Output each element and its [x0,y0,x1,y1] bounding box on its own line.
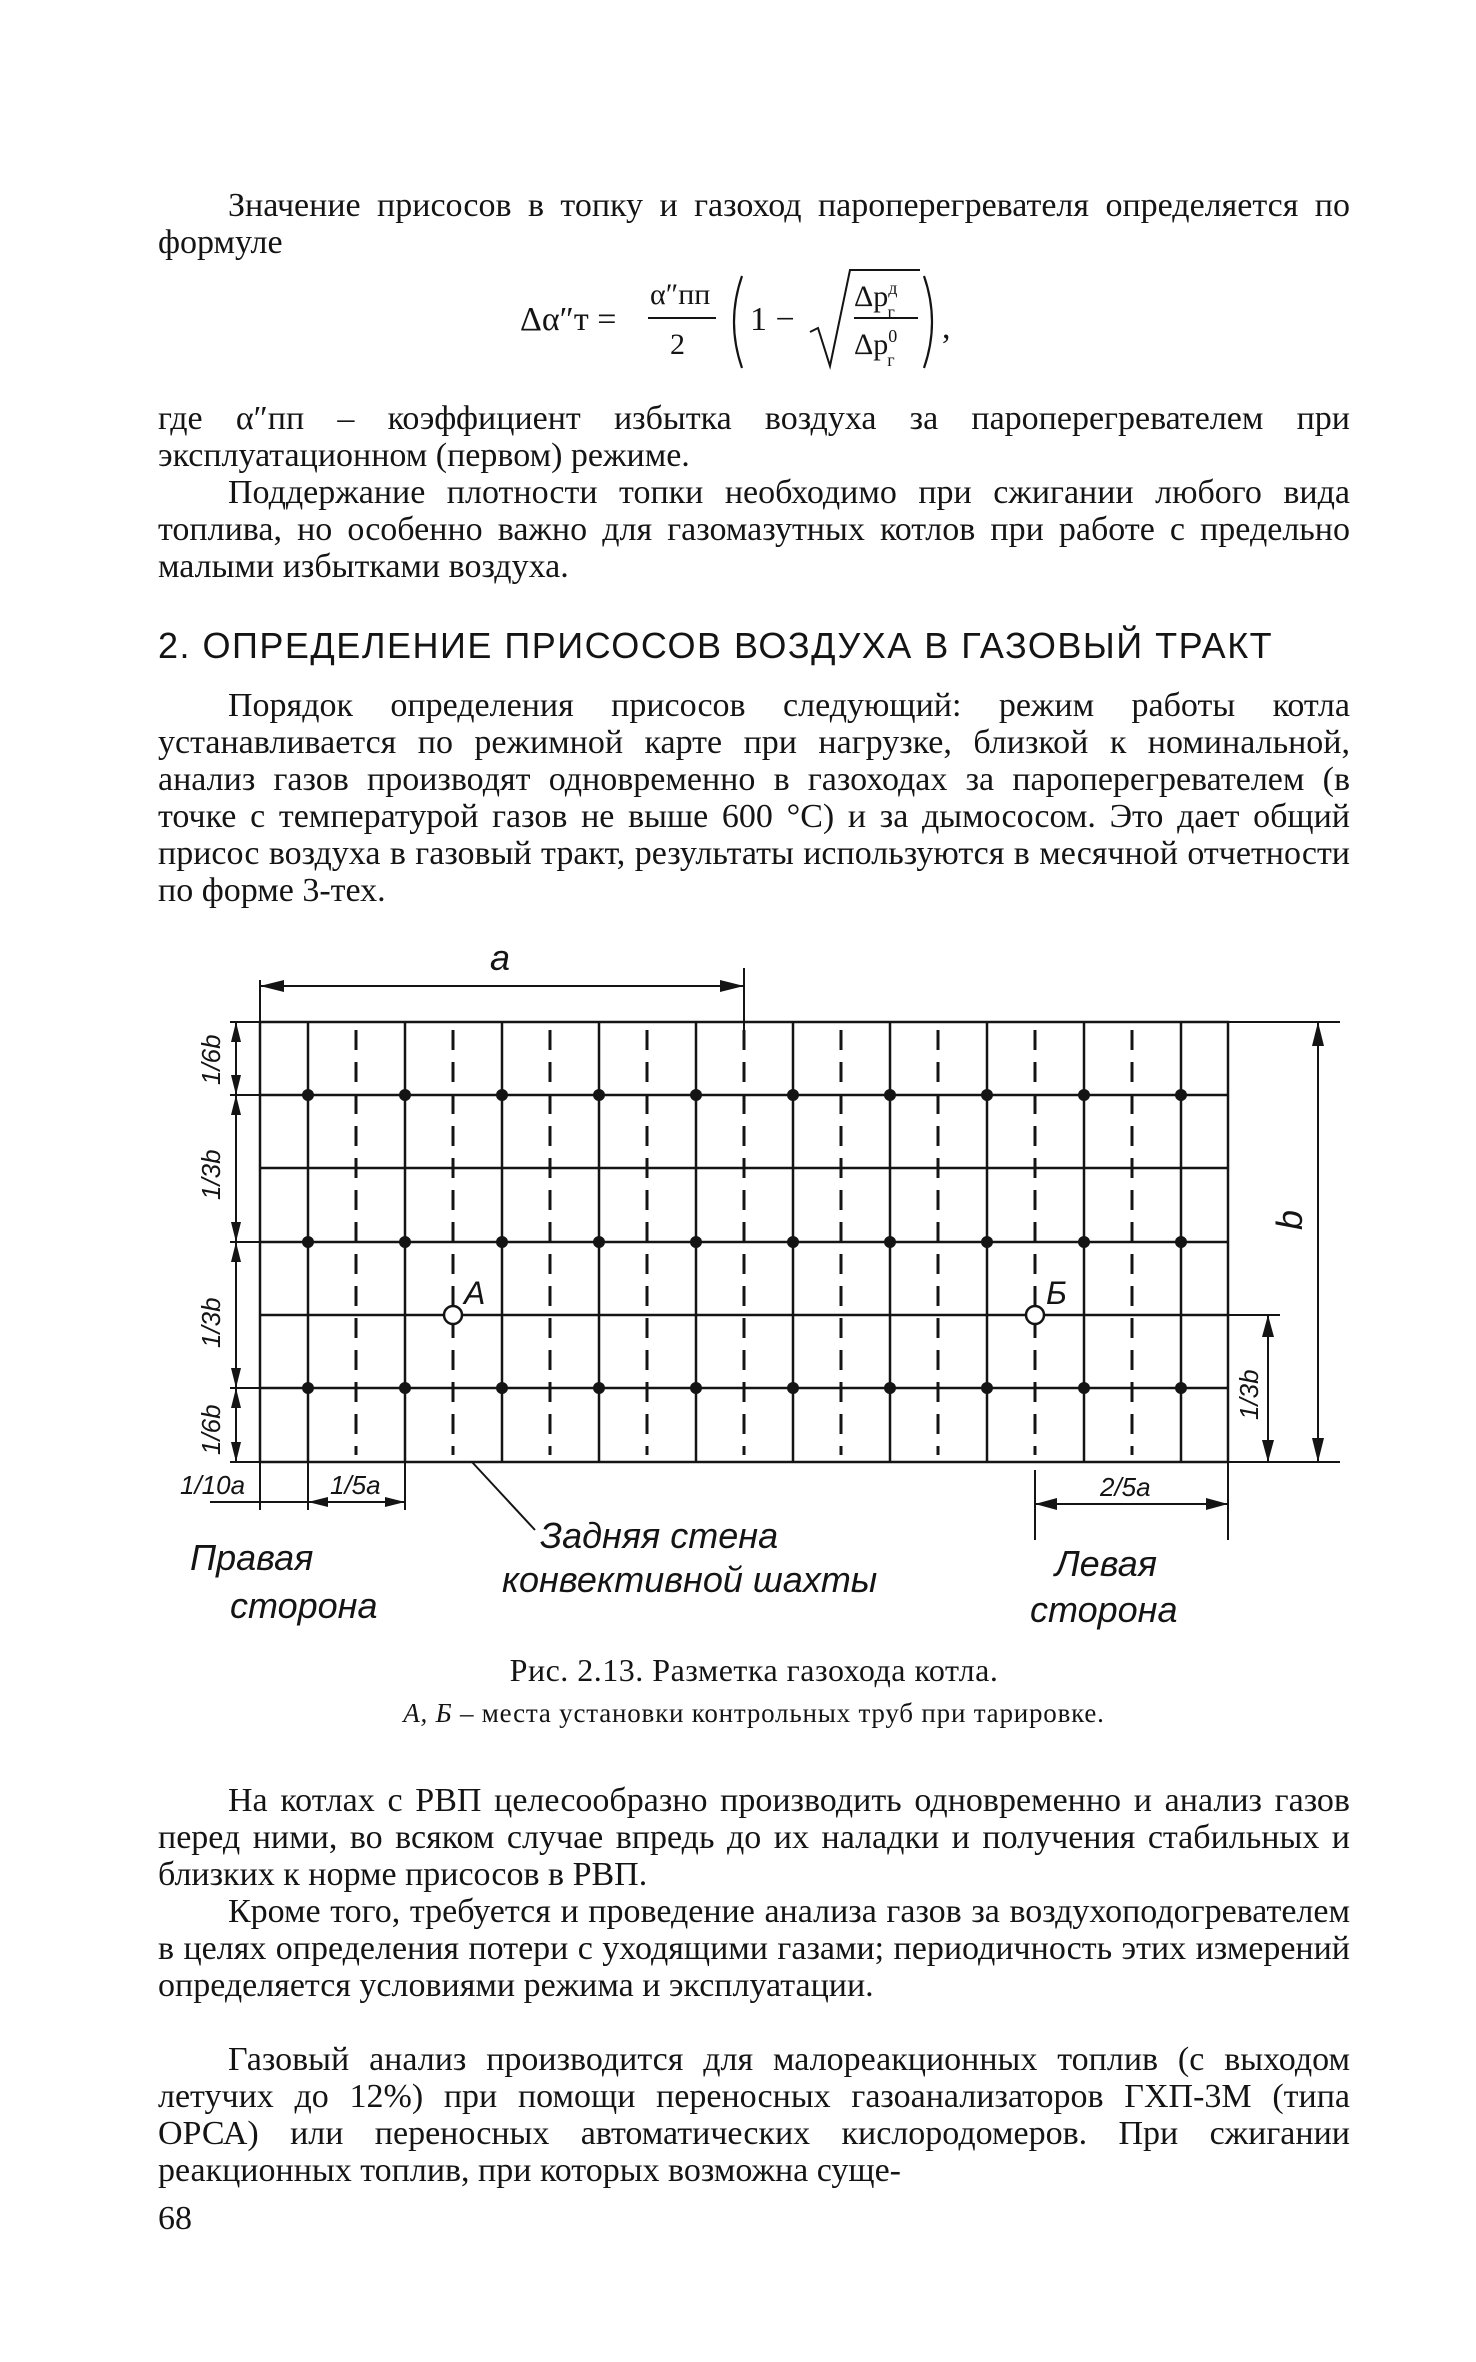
label-back-wall-1: Задняя стена [540,1515,779,1556]
control-point-a [444,1306,462,1324]
label-back-wall-2: конвективной шахты [502,1559,878,1600]
dim-left-label-4: 1/6b [196,1404,226,1455]
dim-a-label: a [490,937,511,978]
paragraph-air-heater: Кроме того, требуется и проведение анализа газов за воздухоподогревателем в целях определения потери с уходящими газами; периодичность этих измерений определяется условиями режима и эксплуатации. [158,1893,1350,2004]
label-left-side-2: сторона [1030,1589,1178,1630]
figure-caption: Рис. 2.13. Разметка газохода котла. [509,1652,999,1688]
formula-left-paren [734,276,742,368]
paragraph-formula-intro: Значение присосов в топку и газоход пароперегревателя определяется по формуле [158,187,1350,261]
formula-graphic [520,262,1040,382]
dim-bottom-two-fifths-label: 2/5a [1100,1472,1151,1502]
label-point-b: Б [1046,1275,1067,1311]
formula-air-leakage [520,262,1040,382]
dim-left-label-3: 1/3b [196,1297,226,1348]
page-number: 68 [158,2200,192,2237]
flue-diagram [150,930,1350,1630]
formula-lhs: Δα″т = [520,301,617,338]
formula-root-denominator: $\Delta p^0$ г [854,326,898,370]
label-right-side-2: сторона [230,1585,378,1626]
dim-b-label: b [1269,1209,1310,1230]
leader-back-wall [472,1462,535,1530]
paragraph-gas-analysis: Газовый анализ производится для малореакционных топлив (с выходом летучих до 12%) при помощи переносных газоанализаторов ГХП-3М (типа ОРСА) или переносных автоматических кислородомеров. При сжигании реакционных топлив, при которых возможна суще- [158,2041,1350,2189]
label-left-side-1: Левая [1055,1543,1157,1584]
formula-tail: , [942,309,951,346]
paragraph-procedure: Порядок определения присосов следующий: режим работы котла устанавливается по режимной карте при нагрузке, близкой к номинальной, анализ газов производят одновременно в газоходах за пароперегревателем (в точке с температурой газов не выше 600 °С) и за дымососом. Это дает общий присос воздуха в газовый тракт, результаты используются в месячной отчетности по форме 3-тех. [158,687,1350,909]
figure-caption-note [158,1698,1350,1729]
dim-right-third-label: 1/3b [1234,1369,1264,1420]
control-point-b [1026,1306,1044,1324]
formula-one-minus: 1 − [750,301,795,338]
paragraph-density: Поддержание плотности топки необходимо при сжигании любого вида топлива, но особенно важно для газомазутных котлов при работе с предельно малыми избытками воздуха. [158,474,1350,585]
paragraph-alpha-definition: где α″пп – коэффициент избытка воздуха за пароперегревателем при эксплуатационном (первом) режиме. [158,400,1350,474]
section-heading: 2. ОПРЕДЕЛЕНИЕ ПРИСОСОВ ВОЗДУХА В ГАЗОВЫЙ ТРАКТ [158,625,1274,666]
paragraph-rvp: На котлах с РВП целесообразно производить одновременно и анализ газов перед ними, во всяком случае впредь до их наладки и получения стабильных и близких к норме присосов в РВП. [158,1782,1350,1893]
label-right-side-1: Правая [190,1537,314,1578]
label-point-a: А [464,1275,486,1311]
formula-root-numerator: $\Delta p^д$ г [854,278,898,322]
formula-right-paren [924,276,932,368]
caption-letters: А, Б [403,1698,453,1728]
formula-numerator: α″пп [650,278,711,311]
dim-left-label-1: 1/6b [196,1034,226,1085]
arrowhead [720,980,744,992]
formula-denominator: 2 [670,328,685,361]
caption-note-text: – места установки контрольных труб при тарировке. [452,1698,1105,1728]
dim-bottom-tenth-label: 1/10a [180,1470,246,1500]
dim-bottom-fifth-label: 1/5a [330,1470,381,1500]
figure-flue-marking [150,930,1350,1630]
arrowhead [260,980,284,992]
dim-left-label-2: 1/3b [196,1149,226,1200]
